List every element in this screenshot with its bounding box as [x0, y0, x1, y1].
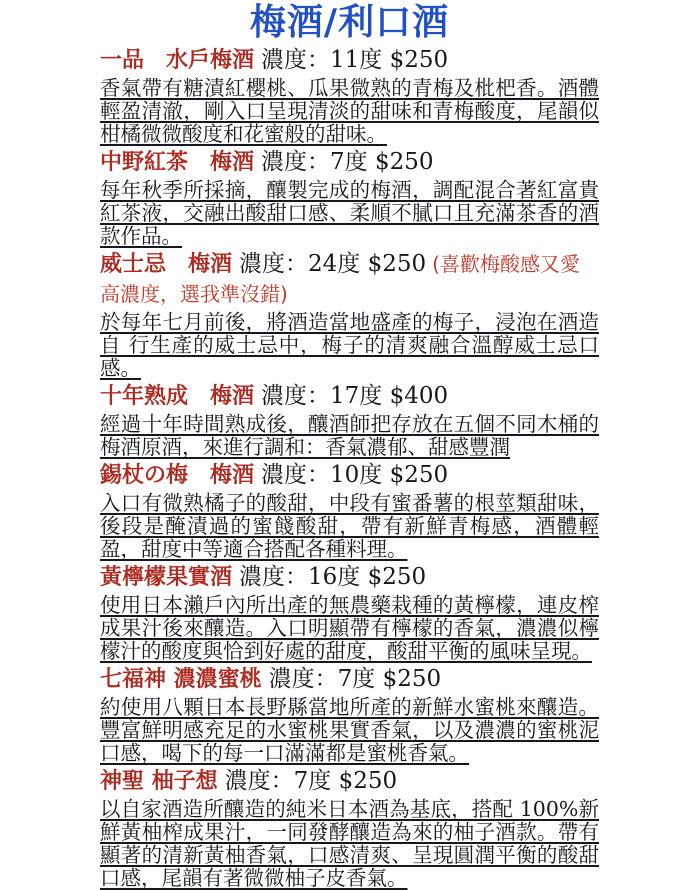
menu-item	[100, 382, 599, 459]
item-description: 每年秋季所採摘，釀製完成的梅酒，調配混合著紅富貴紅茶液，交融出酸甜口感、柔順不膩口且充滿茶香的酒款作品。	[100, 178, 599, 248]
item-heading	[100, 148, 599, 178]
menu-item	[100, 148, 599, 248]
item-spec: 濃度：11度 $250	[261, 47, 449, 73]
item-heading	[100, 46, 599, 76]
menu-item	[100, 563, 599, 663]
menu-item	[100, 665, 599, 765]
item-note: (喜歡梅酸感又愛高濃度，選我準沒錯)	[100, 252, 580, 306]
menu-item	[100, 767, 599, 890]
item-name: 威士忌 梅酒	[100, 252, 233, 277]
item-spec: 濃度：7度 $250	[224, 768, 398, 794]
menu-list	[100, 46, 599, 890]
item-name: 十年熟成 梅酒	[100, 384, 255, 409]
item-spec: 濃度：16度 $250	[239, 564, 427, 590]
item-name: 神聖 柚子想	[100, 769, 218, 794]
page-title: 梅酒/利口酒	[249, 2, 450, 43]
item-name: 錫杖の梅 梅酒	[100, 463, 255, 488]
item-description: 於每年七月前後，將酒造當地盛產的梅子，浸泡在酒造自 行生產的威士忌中，梅子的清爽融合溫醇威士忌口感。	[100, 310, 599, 380]
item-description: 約使用八顆日本長野縣當地所產的新鮮水蜜桃來釀造。豐富鮮明感充足的水蜜桃果實香氣，以及濃濃的蜜桃泥口感，喝下的每一口滿滿都是蜜桃香氣。	[100, 695, 599, 765]
item-name: 中野紅茶 梅酒	[100, 150, 255, 175]
item-name: 黃檸檬果實酒	[100, 565, 233, 590]
item-heading	[100, 665, 599, 695]
item-description: 入口有微熟橘子的酸甜，中段有蜜番薯的根莖類甜味，後段是醃漬過的蜜餞酸甜，帶有新鮮青梅感，酒體輕盈，甜度中等適合搭配各種料理。	[100, 491, 599, 561]
item-spec: 濃度：24度 $250	[239, 251, 427, 277]
item-spec: 濃度：7度 $250	[268, 666, 442, 692]
item-name: 七福神 濃濃蜜桃	[100, 667, 262, 692]
item-description: 經過十年時間熟成後，釀酒師把存放在五個不同木桶的梅酒原酒，來進行調和：香氣濃郁、甜感豐潤	[100, 412, 599, 459]
item-heading	[100, 563, 599, 593]
menu-item	[100, 250, 599, 380]
item-name: 一品 水戶梅酒	[100, 48, 255, 73]
item-heading	[100, 382, 599, 412]
item-description: 使用日本瀨戶內所出產的無農藥栽種的黃檸檬，連皮榨成果汁後來釀造。入口明顯帶有檸檬的香氣，濃濃似檸檬汁的酸度與恰到好處的甜度，酸甜平衡的風味呈現。	[100, 593, 599, 663]
item-heading	[100, 250, 599, 310]
item-spec: 濃度：10度 $250	[261, 462, 449, 488]
menu-item	[100, 46, 599, 146]
item-description: 以自家酒造所釀造的純米日本酒為基底，搭配 100%新鮮黃柚榨成果汁，一同發酵釀造為來的柚子酒款。帶有顯著的清新黃柚香氣，口感清爽、呈現圓潤平衡的酸甜口感，尾韻有著微微柚子皮香氣。	[100, 797, 599, 890]
item-spec: 濃度：17度 $400	[261, 383, 449, 409]
item-description: 香氣帶有糖漬紅櫻桃、瓜果微熟的青梅及枇杷香。酒體輕盈清澈，剛入口呈現清淡的甜味和青梅酸度，尾韻似柑橘微微酸度和花蜜般的甜味。	[100, 76, 599, 146]
item-heading	[100, 461, 599, 491]
menu-item	[100, 461, 599, 561]
item-heading	[100, 767, 599, 797]
item-spec: 濃度：7度 $250	[261, 149, 434, 175]
